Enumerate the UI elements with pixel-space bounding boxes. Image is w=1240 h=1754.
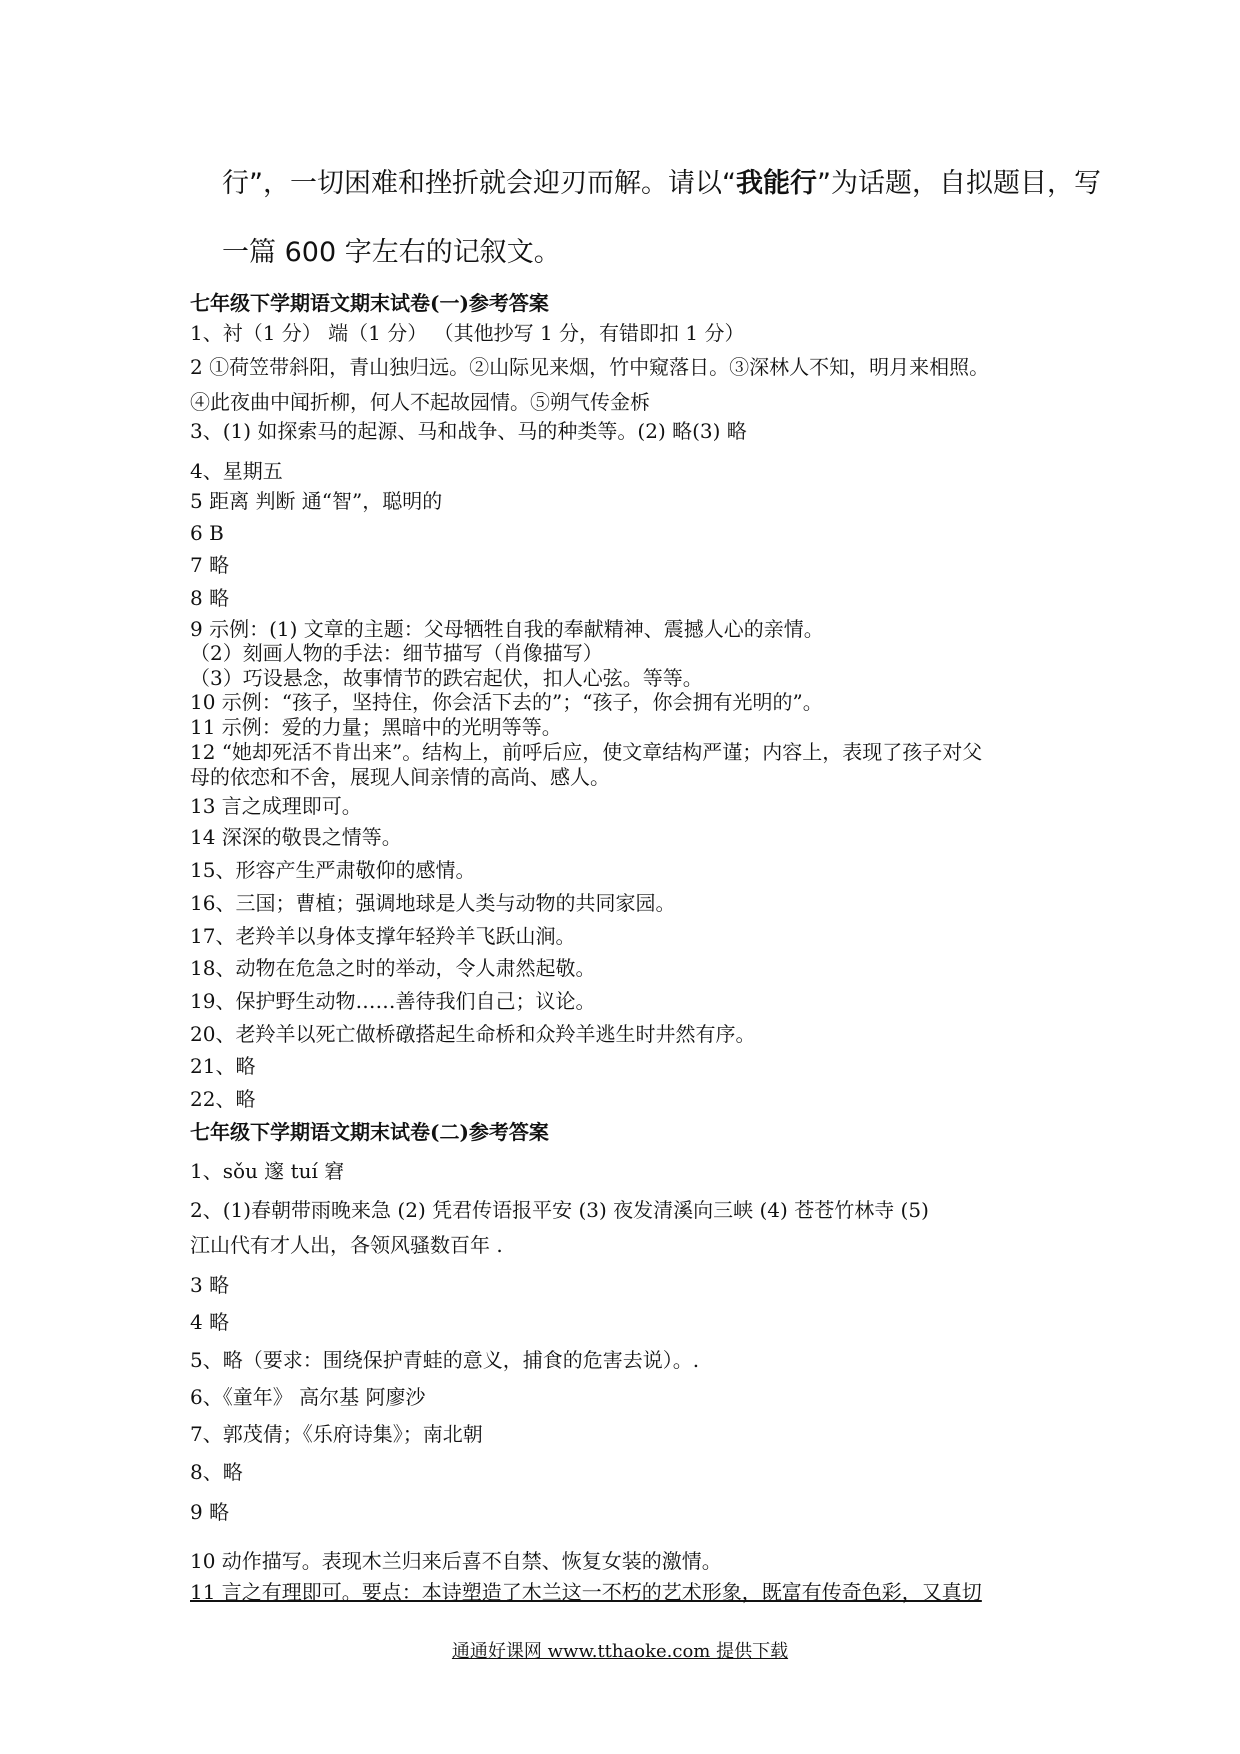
answer-line: ④此夜曲中闻折柳，何人不起故园情。⑤朔气传金柝 xyxy=(190,390,650,414)
answer-line: 4 略 xyxy=(190,1310,230,1334)
answer-line: 11 示例：爱的力量；黑暗中的光明等等。 xyxy=(190,715,562,739)
answer-line: 18、动物在危急之时的举动，令人肃然起敬。 xyxy=(190,956,596,980)
answer-line: 7 略 xyxy=(190,553,230,577)
answer-line: 8 略 xyxy=(190,586,230,610)
footer-download-link[interactable]: 通通好课网 www.tthaoke.com 提供下载 xyxy=(451,1641,789,1662)
answer-line: 2、(1)春朝带雨晚来急 (2) 凭君传语报平安 (3) 夜发清溪向三峡 (4) 苍苍竹林寺 (5) xyxy=(190,1198,929,1222)
answer-line: 17、老羚羊以身体支撑年轻羚羊飞跃山涧。 xyxy=(190,924,576,948)
answer-line: 10 示例：“孩子，坚持住，你会活下去的”；“孩子，你会拥有光明的”。 xyxy=(190,690,823,714)
answer-line: 15、形容产生严肃敬仰的感情。 xyxy=(190,858,476,882)
essay-line-1: 行”，一切困难和挫折就会迎刃而解。请以“我能行”为话题，自拟题目，写 xyxy=(222,168,1101,199)
answer-line: 14 深深的敬畏之情等。 xyxy=(190,825,402,849)
answer-line: 7、郭茂倩；《乐府诗集》；南北朝 xyxy=(190,1422,483,1446)
answer-line: 22、略 xyxy=(190,1087,256,1111)
section-title-2: 七年级下学期语文期末试卷(二)参考答案 xyxy=(190,1120,549,1144)
answer-line: 3 略 xyxy=(190,1273,230,1297)
answer-line: 9 示例：(1) 文章的主题：父母牺牲自我的奉献精神、震撼人心的亲情。 xyxy=(190,617,824,641)
answer-line: 4、星期五 xyxy=(190,459,283,483)
answer-line: 20、老羚羊以死亡做桥礅搭起生命桥和众羚羊逃生时井然有序。 xyxy=(190,1022,756,1046)
answer-line: （2）刻画人物的手法：细节描写（肖像描写） xyxy=(190,641,603,665)
answer-line: 12 “她却死活不肯出来”。结构上，前呼后应，使文章结构严谨；内容上，表现了孩子对父 xyxy=(190,740,983,764)
answer-line: 13 言之成理即可。 xyxy=(190,794,362,818)
answer-line: 2 ①荷笠带斜阳，青山独归远。②山际见来烟，竹中窥落日。③深林人不知，明月来相照。 xyxy=(190,355,990,379)
answer-line: 5 距离 判断 通“智”，聪明的 xyxy=(190,489,443,513)
answer-line: 8、略 xyxy=(190,1460,243,1484)
answer-line: 9 略 xyxy=(190,1500,230,1524)
answer-line: 19、保护野生动物……善待我们自己；议论。 xyxy=(190,989,596,1013)
answer-line: 母的依恋和不舍，展现人间亲情的高尚、感人。 xyxy=(190,765,610,789)
essay-topic: 我能行 xyxy=(735,168,817,199)
answer-line: 1、衬（1 分） 端（1 分） （其他抄写 1 分，有错即扣 1 分） xyxy=(190,321,745,345)
answer-line: 1、sǒu 邃 tuí 窘 xyxy=(190,1159,345,1183)
answer-line: （3）巧设悬念，故事情节的跌宕起伏，扣人心弦。等等。 xyxy=(190,666,703,690)
answer-line: 3、(1) 如探索马的起源、马和战争、马的种类等。(2) 略(3) 略 xyxy=(190,419,747,443)
answer-line: 10 动作描写。表现木兰归来后喜不自禁、恢复女装的激情。 xyxy=(190,1549,722,1573)
answer-line: 21、略 xyxy=(190,1054,256,1078)
section-title-1: 七年级下学期语文期末试卷(一)参考答案 xyxy=(190,291,549,315)
essay-line-2: 一篇 600 字左右的记叙文。 xyxy=(222,237,561,268)
answer-line: 11 言之有理即可。要点：本诗塑造了木兰这一不朽的艺术形象，既富有传奇色彩，又真切 xyxy=(190,1580,982,1604)
answer-line: 6 B xyxy=(190,521,224,545)
answer-line: 江山代有才人出，各领风骚数百年 . xyxy=(190,1233,503,1257)
answer-line: 6、《童年》 高尔基 阿廖沙 xyxy=(190,1385,426,1409)
answer-line: 16、三国；曹植；强调地球是人类与动物的共同家园。 xyxy=(190,891,676,915)
answer-line: 5、略（要求：围绕保护青蛙的意义，捕食的危害去说）。. xyxy=(190,1348,700,1372)
